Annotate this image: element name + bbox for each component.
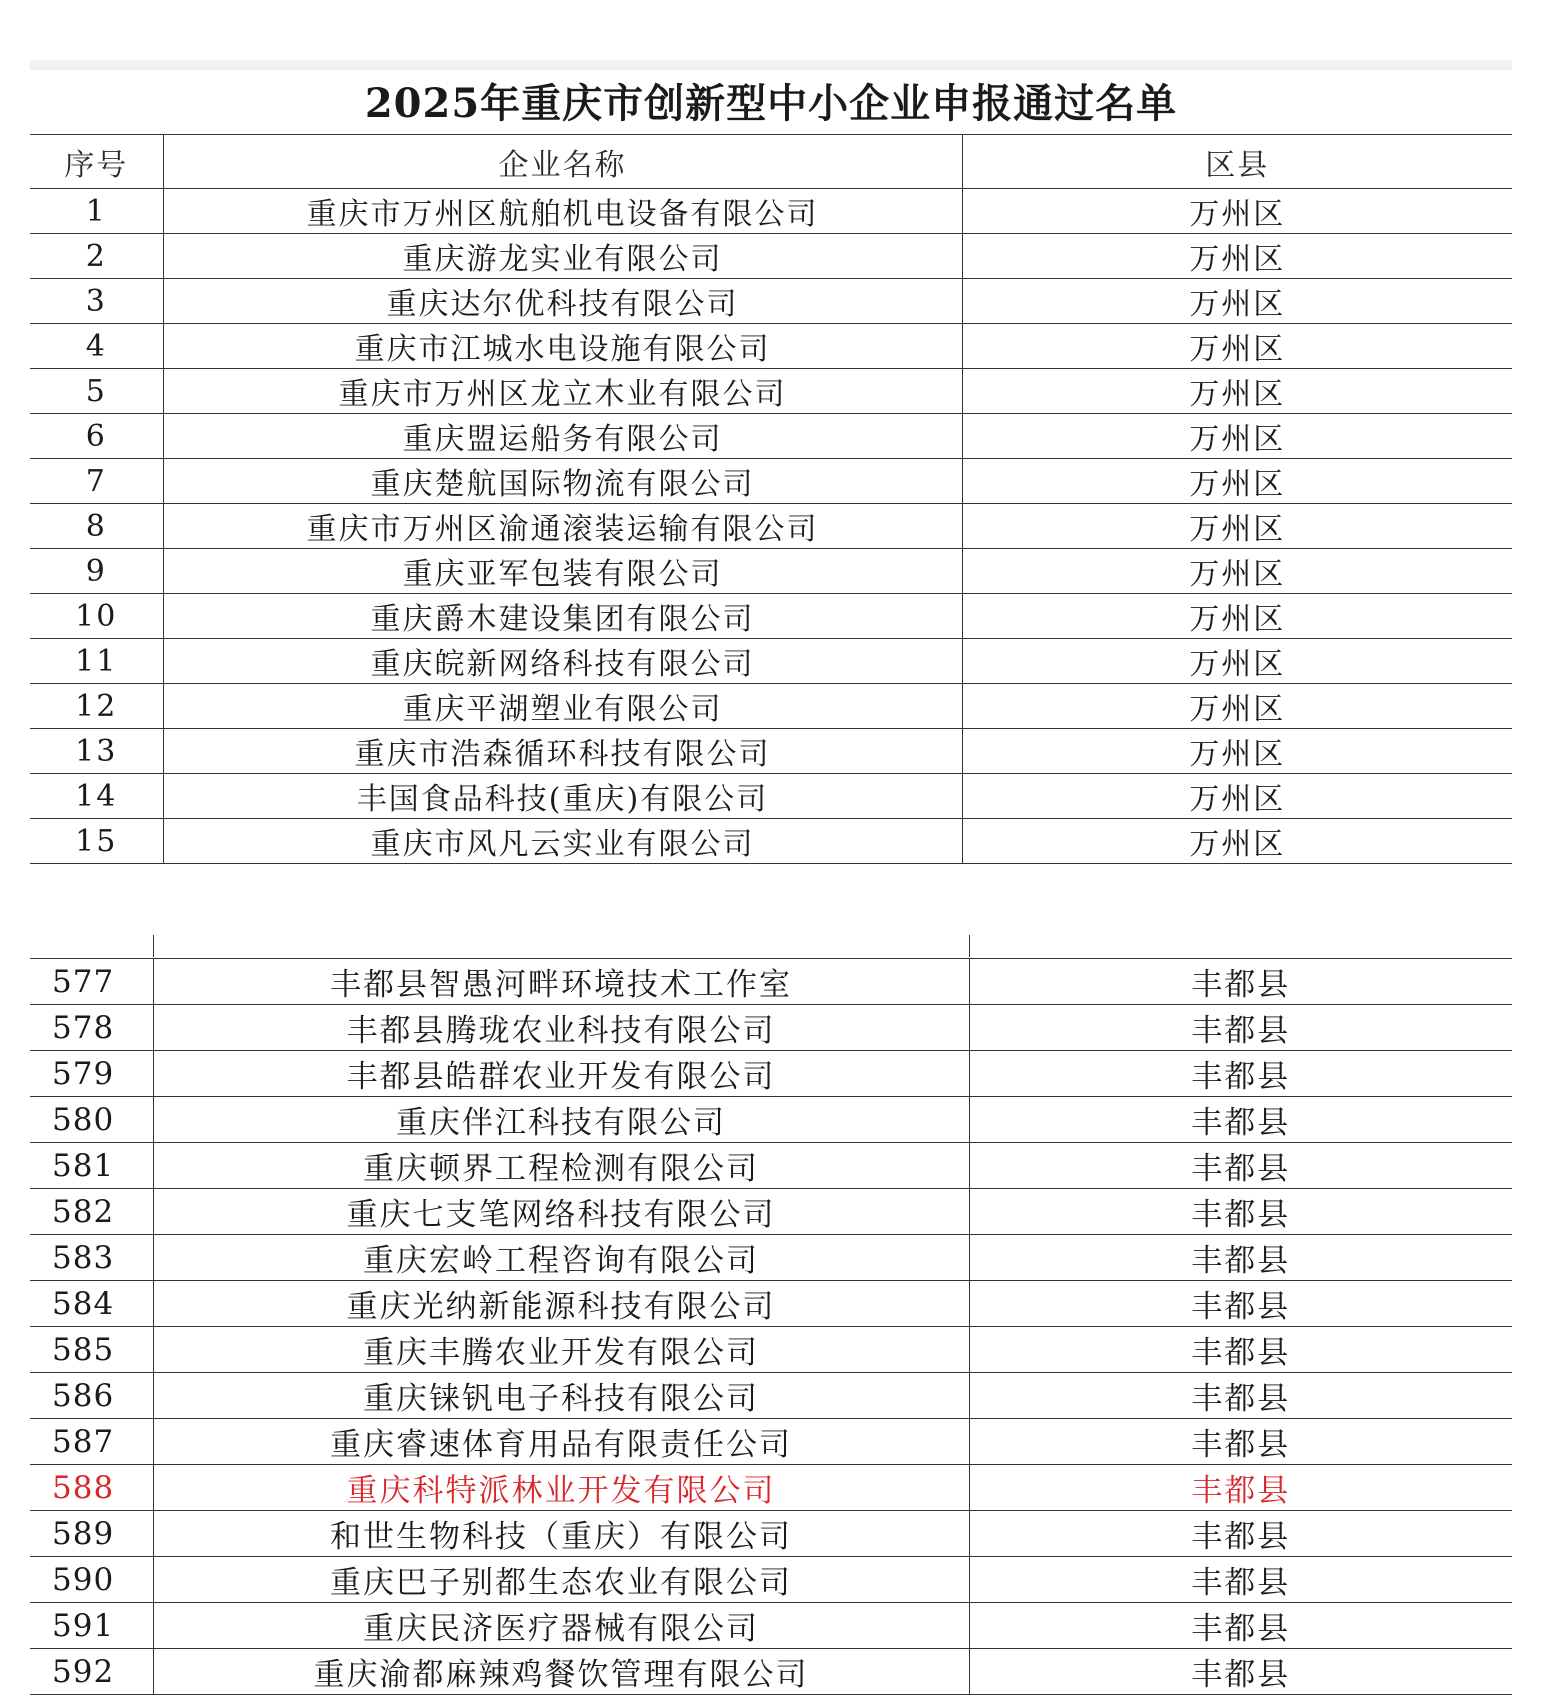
district-county-cell: 万州区 <box>962 189 1512 234</box>
company-name-cell: 丰都县智愚河畔环境技术工作室 <box>153 959 969 1005</box>
company-name-cell: 重庆七支笔网络科技有限公司 <box>153 1189 969 1235</box>
serial-number-cell: 579 <box>30 1051 153 1097</box>
table-row <box>30 414 1512 459</box>
company-name-cell: 重庆铼钒电子科技有限公司 <box>153 1373 969 1419</box>
district-county-cell: 丰都县 <box>969 1189 1512 1235</box>
district-county-cell: 丰都县 <box>969 1649 1512 1695</box>
document-title: 2025年重庆市创新型中小企业申报通过名单 <box>364 80 1178 127</box>
serial-number-cell: 11 <box>30 639 163 684</box>
serial-number-cell: 588 <box>30 1465 153 1511</box>
district-county-cell: 丰都县 <box>969 1603 1512 1649</box>
table-row <box>30 729 1512 774</box>
table-row <box>30 189 1512 234</box>
table-row <box>30 1235 1512 1281</box>
table-row <box>30 1097 1512 1143</box>
header-district-county: 区县 <box>962 135 1512 189</box>
district-county-cell: 丰都县 <box>969 1373 1512 1419</box>
table-row <box>30 1327 1512 1373</box>
company-name-cell: 重庆光纳新能源科技有限公司 <box>153 1281 969 1327</box>
serial-number-cell: 2 <box>30 234 163 279</box>
company-name-cell: 重庆市万州区航舶机电设备有限公司 <box>163 189 962 234</box>
table-row <box>30 594 1512 639</box>
district-county-cell: 万州区 <box>962 279 1512 324</box>
district-county-cell: 万州区 <box>962 819 1512 864</box>
district-county-cell: 丰都县 <box>969 1281 1512 1327</box>
company-name-cell: 重庆科特派林业开发有限公司 <box>153 1465 969 1511</box>
table-header-row <box>30 135 1512 189</box>
table-row <box>30 1465 1512 1511</box>
table-row <box>30 1649 1512 1695</box>
column-divider <box>969 935 970 957</box>
page-top-strip <box>30 60 1512 70</box>
company-name-cell: 重庆丰腾农业开发有限公司 <box>153 1327 969 1373</box>
table-row <box>30 324 1512 369</box>
company-name-cell: 和世生物科技（重庆）有限公司 <box>153 1511 969 1557</box>
table-row <box>30 1373 1512 1419</box>
serial-number-cell: 12 <box>30 684 163 729</box>
table-row <box>30 1511 1512 1557</box>
district-county-cell: 万州区 <box>962 369 1512 414</box>
table-row <box>30 504 1512 549</box>
serial-number-cell: 1 <box>30 189 163 234</box>
company-name-cell: 重庆亚军包装有限公司 <box>163 549 962 594</box>
serial-number-cell: 581 <box>30 1143 153 1189</box>
district-county-cell: 丰都县 <box>969 959 1512 1005</box>
serial-number-cell: 580 <box>30 1097 153 1143</box>
district-county-cell: 丰都县 <box>969 1327 1512 1373</box>
serial-number-cell: 4 <box>30 324 163 369</box>
company-name-cell: 丰都县腾珑农业科技有限公司 <box>153 1005 969 1051</box>
company-name-cell: 重庆睿速体育用品有限责任公司 <box>153 1419 969 1465</box>
table-row <box>30 774 1512 819</box>
district-county-cell: 丰都县 <box>969 1235 1512 1281</box>
table-row <box>30 369 1512 414</box>
company-name-cell: 重庆市风凡云实业有限公司 <box>163 819 962 864</box>
table-row <box>30 459 1512 504</box>
serial-number-cell: 591 <box>30 1603 153 1649</box>
district-county-cell: 丰都县 <box>969 1143 1512 1189</box>
company-list-table-bottom <box>30 958 1512 1695</box>
serial-number-cell: 10 <box>30 594 163 639</box>
serial-number-cell: 14 <box>30 774 163 819</box>
district-county-cell: 万州区 <box>962 234 1512 279</box>
serial-number-cell: 589 <box>30 1511 153 1557</box>
district-county-cell: 丰都县 <box>969 1419 1512 1465</box>
company-name-cell: 重庆市万州区龙立木业有限公司 <box>163 369 962 414</box>
company-name-cell: 重庆宏岭工程咨询有限公司 <box>153 1235 969 1281</box>
serial-number-cell: 9 <box>30 549 163 594</box>
serial-number-cell: 5 <box>30 369 163 414</box>
company-list-table-top <box>30 134 1512 864</box>
company-name-cell: 重庆游龙实业有限公司 <box>163 234 962 279</box>
table-row <box>30 549 1512 594</box>
header-serial-number: 序号 <box>30 135 163 189</box>
company-name-cell: 重庆皖新网络科技有限公司 <box>163 639 962 684</box>
district-county-cell: 丰都县 <box>969 1097 1512 1143</box>
table-row <box>30 1419 1512 1465</box>
district-county-cell: 万州区 <box>962 549 1512 594</box>
district-county-cell: 万州区 <box>962 639 1512 684</box>
serial-number-cell: 590 <box>30 1557 153 1603</box>
serial-number-cell: 8 <box>30 504 163 549</box>
table-row <box>30 234 1512 279</box>
serial-number-cell: 577 <box>30 959 153 1005</box>
district-county-cell: 万州区 <box>962 414 1512 459</box>
serial-number-cell: 584 <box>30 1281 153 1327</box>
company-name-cell: 重庆市江城水电设施有限公司 <box>163 324 962 369</box>
district-county-cell: 丰都县 <box>969 1051 1512 1097</box>
company-name-cell: 重庆达尔优科技有限公司 <box>163 279 962 324</box>
company-name-cell: 重庆盟运船务有限公司 <box>163 414 962 459</box>
company-name-cell: 重庆伴江科技有限公司 <box>153 1097 969 1143</box>
district-county-cell: 万州区 <box>962 324 1512 369</box>
serial-number-cell: 6 <box>30 414 163 459</box>
serial-number-cell: 582 <box>30 1189 153 1235</box>
table-row <box>30 1143 1512 1189</box>
table-row <box>30 1189 1512 1235</box>
serial-number-cell: 586 <box>30 1373 153 1419</box>
serial-number-cell: 15 <box>30 819 163 864</box>
company-name-cell: 重庆顿界工程检测有限公司 <box>153 1143 969 1189</box>
district-county-cell: 丰都县 <box>969 1511 1512 1557</box>
serial-number-cell: 592 <box>30 1649 153 1695</box>
district-county-cell: 万州区 <box>962 504 1512 549</box>
table-row <box>30 639 1512 684</box>
table-row <box>30 1005 1512 1051</box>
company-name-cell: 重庆爵木建设集团有限公司 <box>163 594 962 639</box>
table-row <box>30 1603 1512 1649</box>
serial-number-cell: 7 <box>30 459 163 504</box>
district-county-cell: 丰都县 <box>969 1005 1512 1051</box>
serial-number-cell: 3 <box>30 279 163 324</box>
serial-number-cell: 578 <box>30 1005 153 1051</box>
district-county-cell: 万州区 <box>962 684 1512 729</box>
table-row <box>30 959 1512 1005</box>
district-county-cell: 万州区 <box>962 594 1512 639</box>
serial-number-cell: 585 <box>30 1327 153 1373</box>
table-row <box>30 1557 1512 1603</box>
company-name-cell: 重庆楚航国际物流有限公司 <box>163 459 962 504</box>
table-row <box>30 279 1512 324</box>
serial-number-cell: 583 <box>30 1235 153 1281</box>
table-row <box>30 1281 1512 1327</box>
district-county-cell: 万州区 <box>962 729 1512 774</box>
company-name-cell: 重庆平湖塑业有限公司 <box>163 684 962 729</box>
table-row <box>30 684 1512 729</box>
company-name-cell: 重庆民济医疗器械有限公司 <box>153 1603 969 1649</box>
company-name-cell: 重庆市浩森循环科技有限公司 <box>163 729 962 774</box>
company-name-cell: 重庆巴子别都生态农业有限公司 <box>153 1557 969 1603</box>
table-row <box>30 1051 1512 1097</box>
serial-number-cell: 587 <box>30 1419 153 1465</box>
table-row <box>30 819 1512 864</box>
column-divider <box>153 935 154 957</box>
company-name-cell: 重庆渝都麻辣鸡餐饮管理有限公司 <box>153 1649 969 1695</box>
company-name-cell: 丰都县皓群农业开发有限公司 <box>153 1051 969 1097</box>
company-name-cell: 重庆市万州区渝通滚装运输有限公司 <box>163 504 962 549</box>
district-county-cell: 丰都县 <box>969 1557 1512 1603</box>
cropped-row-fragment <box>30 935 1512 957</box>
district-county-cell: 丰都县 <box>969 1465 1512 1511</box>
company-name-cell: 丰国食品科技(重庆)有限公司 <box>163 774 962 819</box>
header-company-name: 企业名称 <box>163 135 962 189</box>
serial-number-cell: 13 <box>30 729 163 774</box>
district-county-cell: 万州区 <box>962 774 1512 819</box>
district-county-cell: 万州区 <box>962 459 1512 504</box>
